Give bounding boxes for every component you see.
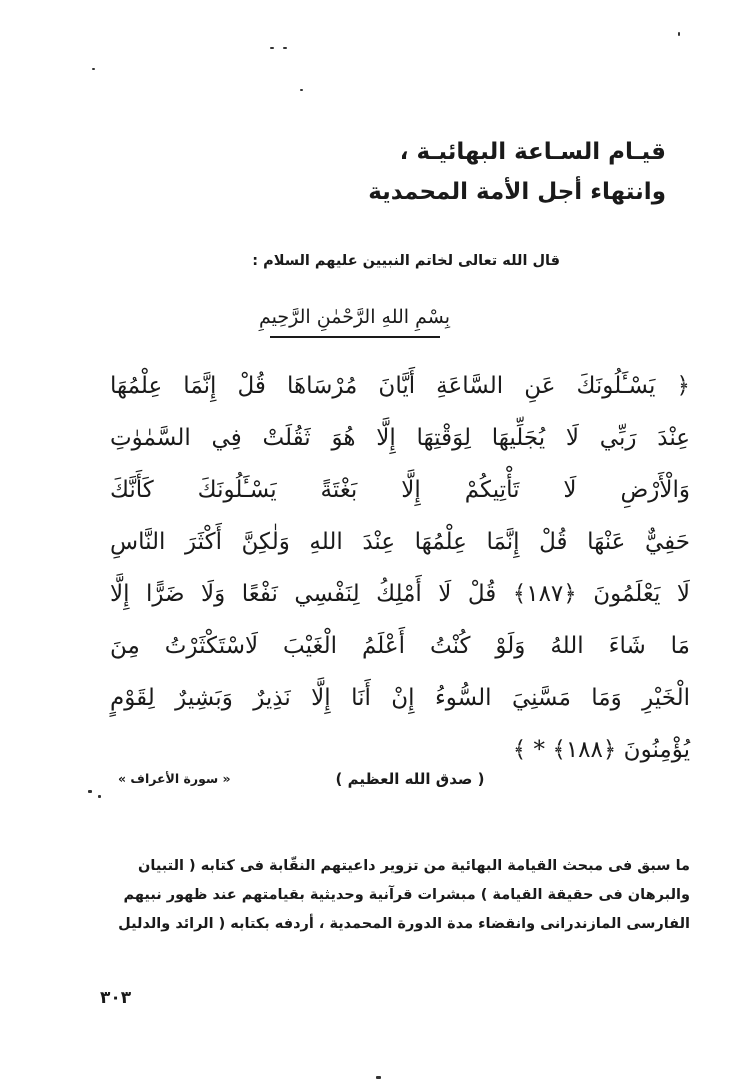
scan-speck bbox=[92, 68, 95, 70]
verse-line-4: حَفِيٌّ عَنْهَا قُلْ إِنَّمَا عِلْمُهَا عِنْدَ اللهِ وَلٰكِنَّ أَكْثَرَ النَّاسِ bbox=[110, 529, 690, 555]
scan-speck bbox=[376, 1076, 381, 1079]
sura-reference: « سورة الأعراف » bbox=[118, 771, 231, 786]
quran-verses bbox=[110, 360, 690, 776]
scan-speck bbox=[98, 795, 101, 798]
scan-speck bbox=[678, 32, 680, 36]
basmala-stroke bbox=[270, 336, 440, 338]
verse-line-3: وَالْأَرْضِ لَا تَأْتِيكُمْ إِلَّا بَغْتَةً يَسْـَٔلُونَكَ كَأَنَّكَ bbox=[110, 477, 690, 503]
verse-line-6: مَا شَاءَ اللهُ وَلَوْ كُنْتُ أَعْلَمُ الْغَيْبَ لَاسْتَكْثَرْتُ مِنَ bbox=[110, 633, 690, 659]
scan-speck bbox=[283, 47, 287, 49]
basmala bbox=[260, 304, 450, 350]
chapter-title bbox=[246, 132, 666, 212]
body-line-1: ما سبق فى مبحث القيامة البهائية من تزوير داعيتهم النقّابة فى كتابه ( التبيان bbox=[138, 858, 690, 874]
scan-speck bbox=[88, 790, 92, 793]
verse-line-5: لَا يَعْلَمُونَ ﴿١٨٧﴾ قُلْ لَا أَمْلِكُ لِنَفْسِي نَفْعًا وَلَا ضَرًّا إِلَّا bbox=[110, 581, 690, 607]
chapter-title-line-1: قيـام السـاعة البهائيـة ، bbox=[399, 139, 666, 165]
body-paragraph bbox=[86, 852, 690, 939]
page-number: ٣٠٣ bbox=[100, 988, 132, 1008]
verse-line-1: ﴿ يَسْـَٔلُونَكَ عَنِ السَّاعَةِ أَيَّانَ مُرْسَاهَا قُلْ إِنَّمَا عِلْمُهَا bbox=[110, 373, 690, 399]
basmala-text: بِسْمِ اللهِ الرَّحْمٰنِ الرَّحِيمِ bbox=[259, 306, 450, 328]
body-line-3: الفارسى المازندرانى وانقضاء مدة الدورة المحمدية ، أردفه بكتابه ( الرائد والدليل bbox=[118, 916, 690, 932]
verse-line-7: الْخَيْرِ وَمَا مَسَّنِيَ السُّوءُ إِنْ أَنَا إِلَّا نَذِيرٌ وَبَشِيرٌ لِقَوْمٍ bbox=[110, 685, 690, 711]
closing-formula: ( صدق الله العظيم ) bbox=[335, 770, 485, 788]
body-line-2: والبرهان فى حقيقة القيامة ) مبشرات قرآنية وحديثية بقيامتهم عند ظهور نبيهم bbox=[123, 887, 690, 903]
chapter-title-line-2: وانتهاء أجل الأمة المحمدية bbox=[368, 179, 666, 205]
scan-speck bbox=[300, 89, 303, 91]
verse-line-8: يُؤْمِنُونَ ﴿١٨٨﴾ * ﴾ bbox=[512, 737, 690, 763]
scan-speck bbox=[270, 47, 274, 49]
intro-sentence: قال الله تعالى لخاتم النبيين عليهم السلام : bbox=[252, 253, 560, 269]
verse-line-2: عِنْدَ رَبِّي لَا يُجَلِّيهَا لِوَقْتِهَا إِلَّا هُوَ ثَقُلَتْ فِي السَّمٰوٰتِ bbox=[110, 425, 690, 451]
